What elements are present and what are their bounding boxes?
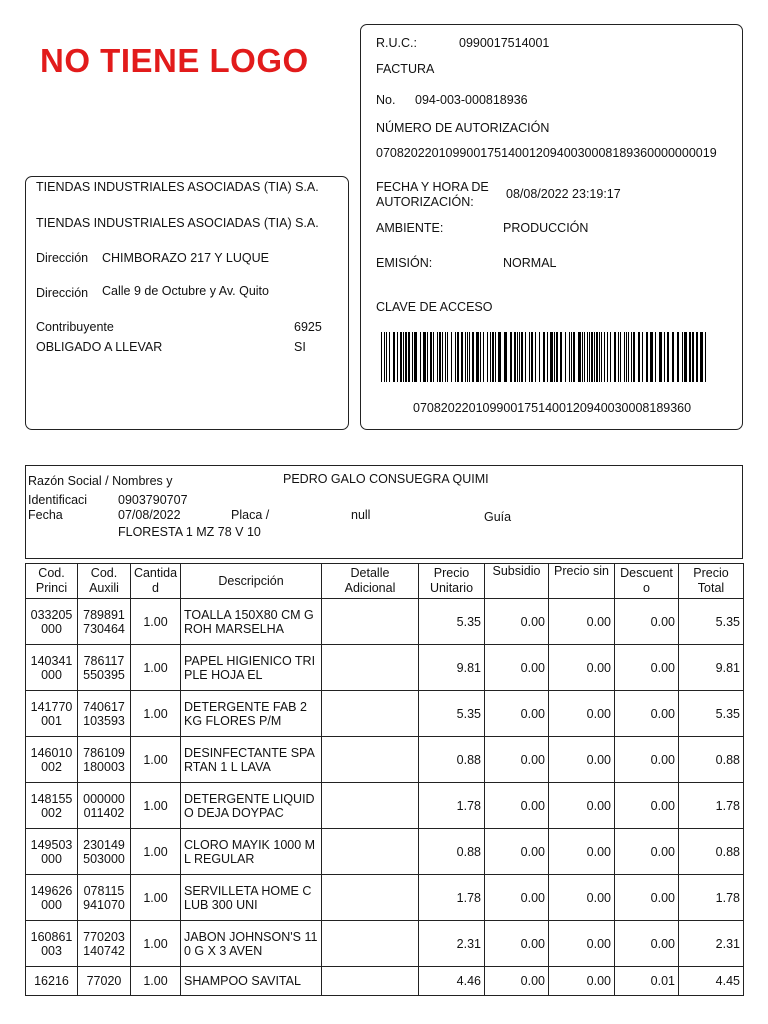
table-row <box>26 599 744 645</box>
additional-detail-cell <box>322 691 419 737</box>
issue-date: 07/08/2022 <box>118 508 181 522</box>
aux-code-cell: 000000 011402 <box>78 783 131 829</box>
issue-date-label: Fecha <box>28 508 63 522</box>
authorization-label: NÚMERO DE AUTORIZACIÓN <box>376 121 550 135</box>
accounting-obligation-label: OBLIGADO A LLEVAR <box>36 340 163 354</box>
main-code-cell: 146010 002 <box>26 737 78 783</box>
issuer-name: TIENDAS INDUSTRIALES ASOCIADAS (TIA) S.A. <box>36 180 319 194</box>
table-body <box>26 599 744 996</box>
additional-detail-cell <box>322 921 419 967</box>
price-without-subsidy-cell: 0.00 <box>549 829 615 875</box>
description-cell: DETERGENTE LIQUIDO DEJA DOYPAC <box>181 783 322 829</box>
col-header-quantity: Cantida d <box>131 564 181 599</box>
unit-price-cell: 1.78 <box>419 875 485 921</box>
subsidy-cell: 0.00 <box>485 967 549 996</box>
total-price-cell: 1.78 <box>679 875 744 921</box>
total-price-cell: 2.31 <box>679 921 744 967</box>
quantity-cell: 1.00 <box>131 783 181 829</box>
plate-value: null <box>351 508 371 522</box>
total-price-cell: 1.78 <box>679 783 744 829</box>
additional-detail-cell <box>322 829 419 875</box>
guide-label: Guía <box>484 510 512 524</box>
discount-cell: 0.00 <box>615 737 679 783</box>
additional-detail-cell <box>322 737 419 783</box>
subsidy-cell: 0.00 <box>485 691 549 737</box>
discount-cell: 0.00 <box>615 921 679 967</box>
total-price-cell: 5.35 <box>679 599 744 645</box>
contributor-label: Contribuyente <box>36 320 114 334</box>
quantity-cell: 1.00 <box>131 967 181 996</box>
environment-label: AMBIENTE: <box>376 221 444 235</box>
document-type: FACTURA <box>376 62 435 76</box>
price-without-subsidy-cell: 0.00 <box>549 875 615 921</box>
emission-label: EMISIÓN: <box>376 256 433 270</box>
barcode-image <box>381 332 709 382</box>
authorization-number: 0708202201099001751400120940030008189360000000019 <box>376 146 717 160</box>
total-price-cell: 0.88 <box>679 829 744 875</box>
description-cell: SERVILLETA HOME CLUB 300 UNI <box>181 875 322 921</box>
additional-detail-cell <box>322 967 419 996</box>
col-header-additional-detail: Detalle Adicional <box>322 564 419 599</box>
aux-code-cell: 078115 941070 <box>78 875 131 921</box>
authorization-date-label-line2: AUTORIZACIÓN: <box>376 195 474 209</box>
buyer-id-label: Identificaci <box>28 493 88 507</box>
issuer-address-branch: Calle 9 de Octubre y Av. Quito <box>102 284 269 298</box>
discount-cell: 0.00 <box>615 645 679 691</box>
unit-price-cell: 5.35 <box>419 691 485 737</box>
aux-code-cell: 786109 180003 <box>78 737 131 783</box>
additional-detail-cell <box>322 783 419 829</box>
aux-code-cell: 77020 <box>78 967 131 996</box>
subsidy-cell: 0.00 <box>485 645 549 691</box>
description-cell: TOALLA 150X80 CM GROH MARSELHA <box>181 599 322 645</box>
table-header-row <box>26 564 744 599</box>
main-code-cell: 033205 000 <box>26 599 78 645</box>
access-key-value: 0708202201099001751400120940030008189360 <box>413 401 692 415</box>
buyer-address: FLORESTA 1 MZ 78 V 10 <box>118 525 261 539</box>
main-code-cell: 160861 003 <box>26 921 78 967</box>
aux-code-cell: 786117 550395 <box>78 645 131 691</box>
invoice-number-label: No. <box>376 93 396 107</box>
discount-cell: 0.01 <box>615 967 679 996</box>
additional-detail-cell <box>322 599 419 645</box>
main-code-cell: 149626 000 <box>26 875 78 921</box>
quantity-cell: 1.00 <box>131 829 181 875</box>
col-header-price-without-subsidy: Precio sin <box>549 564 615 599</box>
issuer-address-label-main: Dirección <box>36 251 89 265</box>
main-code-cell: 141770 001 <box>26 691 78 737</box>
quantity-cell: 1.00 <box>131 875 181 921</box>
buyer-name-label: Razón Social / Nombres y <box>28 474 173 488</box>
unit-price-cell: 9.81 <box>419 645 485 691</box>
price-without-subsidy-cell: 0.00 <box>549 645 615 691</box>
issuer-address-label-branch: Dirección <box>36 286 89 300</box>
accounting-obligation-value: SI <box>294 340 306 354</box>
plate-label: Placa / <box>231 508 270 522</box>
unit-price-cell: 2.31 <box>419 921 485 967</box>
unit-price-cell: 5.35 <box>419 599 485 645</box>
ruc-label: R.U.C.: <box>376 36 417 50</box>
col-header-total-price: Precio Total <box>679 564 744 599</box>
table-row <box>26 645 744 691</box>
total-price-cell: 4.45 <box>679 967 744 996</box>
table-row <box>26 783 744 829</box>
environment-value: PRODUCCIÓN <box>503 221 589 235</box>
col-header-discount: Descuent o <box>615 564 679 599</box>
unit-price-cell: 0.88 <box>419 829 485 875</box>
emission-value: NORMAL <box>503 256 557 270</box>
buyer-id: 0903790707 <box>118 493 188 507</box>
main-code-cell: 149503 000 <box>26 829 78 875</box>
subsidy-cell: 0.00 <box>485 599 549 645</box>
discount-cell: 0.00 <box>615 783 679 829</box>
table-row <box>26 921 744 967</box>
access-key-label: CLAVE DE ACCESO <box>376 300 493 314</box>
aux-code-cell: 230149 503000 <box>78 829 131 875</box>
discount-cell: 0.00 <box>615 875 679 921</box>
price-without-subsidy-cell: 0.00 <box>549 783 615 829</box>
col-header-unit-price: Precio Unitario <box>419 564 485 599</box>
total-price-cell: 5.35 <box>679 691 744 737</box>
ruc-value: 0990017514001 <box>459 36 550 50</box>
subsidy-cell: 0.00 <box>485 829 549 875</box>
authorization-date-label-line1: FECHA Y HORA DE <box>376 180 489 194</box>
quantity-cell: 1.00 <box>131 645 181 691</box>
col-header-main-code: Cod. Princi <box>26 564 78 599</box>
quantity-cell: 1.00 <box>131 599 181 645</box>
invoice-number: 094-003-000818936 <box>415 93 528 107</box>
description-cell: SHAMPOO SAVITAL <box>181 967 322 996</box>
price-without-subsidy-cell: 0.00 <box>549 599 615 645</box>
total-price-cell: 9.81 <box>679 645 744 691</box>
subsidy-cell: 0.00 <box>485 783 549 829</box>
discount-cell: 0.00 <box>615 691 679 737</box>
col-header-aux-code: Cod. Auxili <box>78 564 131 599</box>
table-row <box>26 691 744 737</box>
description-cell: JABON JOHNSON'S 110 G X 3 AVEN <box>181 921 322 967</box>
unit-price-cell: 1.78 <box>419 783 485 829</box>
main-code-cell: 140341 000 <box>26 645 78 691</box>
price-without-subsidy-cell: 0.00 <box>549 921 615 967</box>
aux-code-cell: 740617 103593 <box>78 691 131 737</box>
quantity-cell: 1.00 <box>131 737 181 783</box>
aux-code-cell: 789891 730464 <box>78 599 131 645</box>
issuer-address-main: CHIMBORAZO 217 Y LUQUE <box>102 251 269 265</box>
col-header-description: Descripción <box>181 564 322 599</box>
discount-cell: 0.00 <box>615 599 679 645</box>
table-row <box>26 967 744 996</box>
issuer-trade-name: TIENDAS INDUSTRIALES ASOCIADAS (TIA) S.A. <box>36 216 319 230</box>
items-table <box>25 563 744 996</box>
main-code-cell: 16216 <box>26 967 78 996</box>
quantity-cell: 1.00 <box>131 691 181 737</box>
table-row <box>26 875 744 921</box>
subsidy-cell: 0.00 <box>485 875 549 921</box>
price-without-subsidy-cell: 0.00 <box>549 691 615 737</box>
subsidy-cell: 0.00 <box>485 737 549 783</box>
unit-price-cell: 4.46 <box>419 967 485 996</box>
table-row <box>26 737 744 783</box>
issuer-box <box>25 176 349 430</box>
total-price-cell: 0.88 <box>679 737 744 783</box>
additional-detail-cell <box>322 875 419 921</box>
additional-detail-cell <box>322 645 419 691</box>
description-cell: DESINFECTANTE SPARTAN 1 L LAVA <box>181 737 322 783</box>
contributor-value: 6925 <box>294 320 322 334</box>
description-cell: CLORO MAYIK 1000 ML REGULAR <box>181 829 322 875</box>
subsidy-cell: 0.00 <box>485 921 549 967</box>
description-cell: DETERGENTE FAB 2 KG FLORES P/M <box>181 691 322 737</box>
description-cell: PAPEL HIGIENICO TRIPLE HOJA EL <box>181 645 322 691</box>
unit-price-cell: 0.88 <box>419 737 485 783</box>
authorization-date: 08/08/2022 23:19:17 <box>506 187 621 201</box>
aux-code-cell: 770203 140742 <box>78 921 131 967</box>
main-code-cell: 148155 002 <box>26 783 78 829</box>
no-logo-text: NO TIENE LOGO <box>40 42 309 79</box>
buyer-name: PEDRO GALO CONSUEGRA QUIMI <box>283 472 489 486</box>
discount-cell: 0.00 <box>615 829 679 875</box>
price-without-subsidy-cell: 0.00 <box>549 967 615 996</box>
table-row <box>26 829 744 875</box>
price-without-subsidy-cell: 0.00 <box>549 737 615 783</box>
quantity-cell: 1.00 <box>131 921 181 967</box>
col-header-subsidy: Subsidio <box>485 564 549 599</box>
